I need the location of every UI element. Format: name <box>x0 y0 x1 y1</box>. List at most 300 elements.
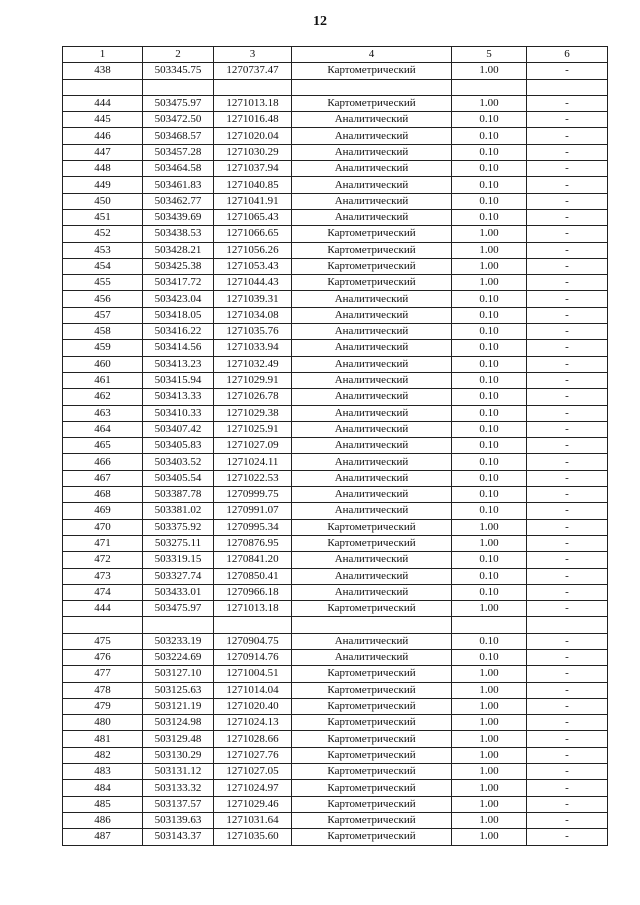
table-cell: - <box>527 829 608 845</box>
table-cell: 503131.12 <box>143 764 214 780</box>
table-cell: 476 <box>63 649 143 665</box>
table-cell: Аналитический <box>292 405 452 421</box>
table-cell: 448 <box>63 161 143 177</box>
table-cell: 503438.53 <box>143 226 214 242</box>
table-cell: - <box>527 242 608 258</box>
table-cell: 503462.77 <box>143 193 214 209</box>
table-cell: 503233.19 <box>143 633 214 649</box>
table-cell: 0.10 <box>452 421 527 437</box>
table-cell: 1271041.91 <box>214 193 292 209</box>
table-cell: Картометрический <box>292 242 452 258</box>
table-cell: Картометрический <box>292 682 452 698</box>
table-cell: 503129.48 <box>143 731 214 747</box>
table-cell: 468 <box>63 487 143 503</box>
table-cell: 482 <box>63 747 143 763</box>
table-cell: Аналитический <box>292 421 452 437</box>
table-cell: 0.10 <box>452 340 527 356</box>
table-cell: 1270850.41 <box>214 568 292 584</box>
column-header: 1 <box>63 47 143 63</box>
table-cell: 1271013.18 <box>214 601 292 617</box>
table-cell: Аналитический <box>292 340 452 356</box>
table-cell: - <box>527 780 608 796</box>
table-cell: 1271035.60 <box>214 829 292 845</box>
table-cell: Картометрический <box>292 715 452 731</box>
table-cell: 477 <box>63 666 143 682</box>
table-cell: Аналитический <box>292 372 452 388</box>
table-cell: - <box>527 356 608 372</box>
table-cell: 1.00 <box>452 226 527 242</box>
table-cell: 0.10 <box>452 307 527 323</box>
table-cell: 0.10 <box>452 503 527 519</box>
table-row <box>63 372 608 388</box>
table-cell: - <box>527 372 608 388</box>
table-header-row <box>63 47 608 63</box>
table-cell: Аналитический <box>292 568 452 584</box>
table-cell: 0.10 <box>452 487 527 503</box>
table-cell: Аналитический <box>292 128 452 144</box>
table-cell: - <box>527 95 608 111</box>
table-cell: 1271032.49 <box>214 356 292 372</box>
table-cell: 503410.33 <box>143 405 214 421</box>
table-cell: Картометрический <box>292 519 452 535</box>
table-cell: Аналитический <box>292 324 452 340</box>
table-row <box>63 389 608 405</box>
table-cell <box>452 617 527 633</box>
table-row <box>63 829 608 845</box>
table-cell: 1.00 <box>452 666 527 682</box>
table-cell: 473 <box>63 568 143 584</box>
table-cell: 1271053.43 <box>214 258 292 274</box>
table-cell: - <box>527 307 608 323</box>
table-cell: 1271065.43 <box>214 209 292 225</box>
table-cell: - <box>527 503 608 519</box>
table-cell: 483 <box>63 764 143 780</box>
table-cell: - <box>527 421 608 437</box>
column-header: 2 <box>143 47 214 63</box>
table-row <box>63 307 608 323</box>
table-cell: 481 <box>63 731 143 747</box>
table-cell: 1271013.18 <box>214 95 292 111</box>
table-cell: Аналитический <box>292 356 452 372</box>
table-cell: 503139.63 <box>143 812 214 828</box>
table-cell: 503381.02 <box>143 503 214 519</box>
table-row <box>63 535 608 551</box>
table-cell: - <box>527 275 608 291</box>
table-row <box>63 405 608 421</box>
table-cell: 1270991.07 <box>214 503 292 519</box>
table-cell: Картометрический <box>292 812 452 828</box>
table-cell: 1.00 <box>452 601 527 617</box>
table-cell <box>452 79 527 95</box>
table-cell: 1271029.46 <box>214 796 292 812</box>
table-cell: 1270966.18 <box>214 584 292 600</box>
table-cell: Аналитический <box>292 438 452 454</box>
table-cell: 0.10 <box>452 324 527 340</box>
table-row <box>63 291 608 307</box>
table-cell: - <box>527 764 608 780</box>
table-cell: 1271020.40 <box>214 698 292 714</box>
table-row <box>63 812 608 828</box>
table-cell: - <box>527 552 608 568</box>
table-row <box>63 698 608 714</box>
table-cell: 503423.04 <box>143 291 214 307</box>
table-cell: Аналитический <box>292 649 452 665</box>
table-cell: 503468.57 <box>143 128 214 144</box>
table-cell: 0.10 <box>452 112 527 128</box>
table-cell: 1271044.43 <box>214 275 292 291</box>
table-cell: 1270995.34 <box>214 519 292 535</box>
table-cell: 486 <box>63 812 143 828</box>
table-cell: Аналитический <box>292 633 452 649</box>
table-cell: 503439.69 <box>143 209 214 225</box>
table-row <box>63 112 608 128</box>
table-cell: 0.10 <box>452 177 527 193</box>
table-cell: 444 <box>63 95 143 111</box>
table-cell: - <box>527 144 608 160</box>
table-cell: 503405.54 <box>143 470 214 486</box>
table-cell: 1.00 <box>452 715 527 731</box>
table-cell: Аналитический <box>292 503 452 519</box>
table-cell: 1271029.91 <box>214 372 292 388</box>
table-row <box>63 242 608 258</box>
table-cell: 503413.33 <box>143 389 214 405</box>
table-cell: Аналитический <box>292 161 452 177</box>
table-row <box>63 731 608 747</box>
table-cell: 1.00 <box>452 275 527 291</box>
table-cell: 445 <box>63 112 143 128</box>
table-cell: - <box>527 226 608 242</box>
table-cell: 0.10 <box>452 438 527 454</box>
table-cell: 451 <box>63 209 143 225</box>
table-cell: Аналитический <box>292 209 452 225</box>
table-cell: - <box>527 454 608 470</box>
table-row <box>63 666 608 682</box>
table-row <box>63 617 608 633</box>
table-cell: - <box>527 291 608 307</box>
table-cell: 0.10 <box>452 389 527 405</box>
table-cell: 0.10 <box>452 584 527 600</box>
table-cell: 0.10 <box>452 372 527 388</box>
table-row <box>63 79 608 95</box>
table-cell: 1.00 <box>452 764 527 780</box>
table-cell: - <box>527 633 608 649</box>
table-cell <box>527 617 608 633</box>
table-row <box>63 421 608 437</box>
table-row <box>63 144 608 160</box>
table-cell: - <box>527 796 608 812</box>
column-header: 6 <box>527 47 608 63</box>
table-row <box>63 503 608 519</box>
table-cell: 449 <box>63 177 143 193</box>
table-cell: 0.10 <box>452 128 527 144</box>
table-cell: 452 <box>63 226 143 242</box>
table-cell: Аналитический <box>292 177 452 193</box>
table-cell <box>143 79 214 95</box>
table-cell: 503475.97 <box>143 95 214 111</box>
table-cell: Картометрический <box>292 747 452 763</box>
table-cell: 1.00 <box>452 258 527 274</box>
table-cell: 470 <box>63 519 143 535</box>
table-cell: 1271033.94 <box>214 340 292 356</box>
table-row <box>63 324 608 340</box>
column-header: 3 <box>214 47 292 63</box>
table-cell: 1270914.76 <box>214 649 292 665</box>
table-cell: 1.00 <box>452 796 527 812</box>
table-cell: Аналитический <box>292 552 452 568</box>
table-cell: 479 <box>63 698 143 714</box>
table-cell: - <box>527 519 608 535</box>
table-cell: Аналитический <box>292 584 452 600</box>
table-cell: 1271034.08 <box>214 307 292 323</box>
table-cell: 1271027.09 <box>214 438 292 454</box>
table-cell: - <box>527 161 608 177</box>
table-cell: Аналитический <box>292 389 452 405</box>
table-cell: 1270999.75 <box>214 487 292 503</box>
table-cell: 1.00 <box>452 519 527 535</box>
table-cell: 1271024.11 <box>214 454 292 470</box>
table-cell: - <box>527 340 608 356</box>
table-cell: 460 <box>63 356 143 372</box>
table-cell: 1271039.31 <box>214 291 292 307</box>
table-cell: Аналитический <box>292 307 452 323</box>
table-cell: 503133.32 <box>143 780 214 796</box>
table-cell: 1.00 <box>452 780 527 796</box>
table-cell: 1271027.05 <box>214 764 292 780</box>
table-cell: 474 <box>63 584 143 600</box>
table-cell: 503345.75 <box>143 63 214 79</box>
table-cell: 503143.37 <box>143 829 214 845</box>
table-cell: - <box>527 666 608 682</box>
table-cell: - <box>527 568 608 584</box>
table-cell: Картометрический <box>292 666 452 682</box>
table-cell: Аналитический <box>292 291 452 307</box>
table-cell: Аналитический <box>292 144 452 160</box>
page-number: 12 <box>313 14 327 29</box>
table-cell: - <box>527 389 608 405</box>
table-row <box>63 63 608 79</box>
table-cell: 503224.69 <box>143 649 214 665</box>
table-cell: 1.00 <box>452 698 527 714</box>
table-cell: 0.10 <box>452 161 527 177</box>
table-cell: 466 <box>63 454 143 470</box>
table-cell: 1271028.66 <box>214 731 292 747</box>
table-cell <box>292 79 452 95</box>
table-cell: 503124.98 <box>143 715 214 731</box>
table-cell: 0.10 <box>452 356 527 372</box>
table-cell: Картометрический <box>292 698 452 714</box>
table-cell: 1271016.48 <box>214 112 292 128</box>
table-row <box>63 780 608 796</box>
table-cell: 457 <box>63 307 143 323</box>
table-cell: 450 <box>63 193 143 209</box>
table-cell: 1.00 <box>452 731 527 747</box>
table-row <box>63 649 608 665</box>
table-cell: 471 <box>63 535 143 551</box>
table-cell: 1271024.97 <box>214 780 292 796</box>
table-cell: 1271027.76 <box>214 747 292 763</box>
table-row <box>63 568 608 584</box>
table-cell <box>214 79 292 95</box>
table-cell: - <box>527 487 608 503</box>
table-cell: 1.00 <box>452 812 527 828</box>
table-cell: 503414.56 <box>143 340 214 356</box>
table-cell: - <box>527 63 608 79</box>
table-cell: 0.10 <box>452 454 527 470</box>
table-cell: 1270876.95 <box>214 535 292 551</box>
table-cell: 465 <box>63 438 143 454</box>
table-cell: 503472.50 <box>143 112 214 128</box>
table-cell: 503416.22 <box>143 324 214 340</box>
table-cell: 503403.52 <box>143 454 214 470</box>
table-cell: 0.10 <box>452 633 527 649</box>
table-cell: Картометрический <box>292 63 452 79</box>
table-cell: Картометрический <box>292 780 452 796</box>
table-row <box>63 209 608 225</box>
table-row <box>63 584 608 600</box>
table-cell: - <box>527 584 608 600</box>
table-cell: - <box>527 731 608 747</box>
table-cell: 0.10 <box>452 144 527 160</box>
table-cell: Картометрический <box>292 258 452 274</box>
table-cell: 469 <box>63 503 143 519</box>
table-cell: 1271022.53 <box>214 470 292 486</box>
table-cell: 503461.83 <box>143 177 214 193</box>
table-cell: - <box>527 438 608 454</box>
table-cell: 503425.38 <box>143 258 214 274</box>
table-cell: Аналитический <box>292 487 452 503</box>
table-cell: - <box>527 601 608 617</box>
table-cell: 1.00 <box>452 535 527 551</box>
table-cell: 487 <box>63 829 143 845</box>
table-cell: 0.10 <box>452 193 527 209</box>
table-cell: 454 <box>63 258 143 274</box>
table-cell: 453 <box>63 242 143 258</box>
table-cell: 467 <box>63 470 143 486</box>
table-cell: Картометрический <box>292 95 452 111</box>
table-cell: 503121.19 <box>143 698 214 714</box>
table-cell: 1.00 <box>452 747 527 763</box>
table-cell: 1271024.13 <box>214 715 292 731</box>
table-cell: 464 <box>63 421 143 437</box>
table-cell: - <box>527 112 608 128</box>
column-header: 5 <box>452 47 527 63</box>
table-cell: 1270904.75 <box>214 633 292 649</box>
table-row <box>63 715 608 731</box>
table-row <box>63 161 608 177</box>
table-cell: - <box>527 715 608 731</box>
table-cell: 1.00 <box>452 242 527 258</box>
table-cell: 478 <box>63 682 143 698</box>
table-row <box>63 601 608 617</box>
table-body <box>63 63 608 845</box>
table-row <box>63 340 608 356</box>
table-row <box>63 356 608 372</box>
table-cell: 456 <box>63 291 143 307</box>
table-cell <box>527 79 608 95</box>
table-cell: 1270737.47 <box>214 63 292 79</box>
table-cell: - <box>527 209 608 225</box>
table-cell: 447 <box>63 144 143 160</box>
table-row <box>63 193 608 209</box>
table-row <box>63 487 608 503</box>
table-cell: 484 <box>63 780 143 796</box>
table-row <box>63 258 608 274</box>
table-cell: 1271029.38 <box>214 405 292 421</box>
table-cell: 1271056.26 <box>214 242 292 258</box>
table-cell: 1271025.91 <box>214 421 292 437</box>
table-row <box>63 747 608 763</box>
table-cell: 503433.01 <box>143 584 214 600</box>
table-cell: 503319.15 <box>143 552 214 568</box>
table-row <box>63 764 608 780</box>
table-cell <box>63 79 143 95</box>
table-cell: 455 <box>63 275 143 291</box>
table-cell: 1271066.65 <box>214 226 292 242</box>
table-cell: Картометрический <box>292 601 452 617</box>
table-cell: 0.10 <box>452 291 527 307</box>
table-cell <box>214 617 292 633</box>
table-cell: 0.10 <box>452 568 527 584</box>
table-cell: Картометрический <box>292 731 452 747</box>
table-cell: 503417.72 <box>143 275 214 291</box>
table-cell: 1.00 <box>452 829 527 845</box>
table-cell: 503125.63 <box>143 682 214 698</box>
table-cell: 1271026.78 <box>214 389 292 405</box>
table-cell: 503418.05 <box>143 307 214 323</box>
table-cell: 475 <box>63 633 143 649</box>
table-cell: 438 <box>63 63 143 79</box>
table-cell: 503327.74 <box>143 568 214 584</box>
table-cell: - <box>527 649 608 665</box>
table-cell: Аналитический <box>292 112 452 128</box>
table-cell: 503464.58 <box>143 161 214 177</box>
table-cell: Картометрический <box>292 764 452 780</box>
table-cell: 1.00 <box>452 682 527 698</box>
table-cell: 1271037.94 <box>214 161 292 177</box>
table-cell: 503475.97 <box>143 601 214 617</box>
table-cell: 503413.23 <box>143 356 214 372</box>
table-cell: 503405.83 <box>143 438 214 454</box>
table-cell: Аналитический <box>292 470 452 486</box>
table-cell: - <box>527 682 608 698</box>
table-cell: Картометрический <box>292 535 452 551</box>
table-cell: 444 <box>63 601 143 617</box>
table-row <box>63 128 608 144</box>
table-cell: 0.10 <box>452 470 527 486</box>
table-cell: 0.10 <box>452 552 527 568</box>
table-cell: Картометрический <box>292 275 452 291</box>
table-row <box>63 633 608 649</box>
table-cell: 1270841.20 <box>214 552 292 568</box>
table-row <box>63 454 608 470</box>
table-cell <box>63 617 143 633</box>
table-cell: 446 <box>63 128 143 144</box>
table-cell: 1271031.64 <box>214 812 292 828</box>
table-row <box>63 275 608 291</box>
table-cell: Аналитический <box>292 193 452 209</box>
table-cell: 0.10 <box>452 649 527 665</box>
table-cell: 503127.10 <box>143 666 214 682</box>
table-cell: 503275.11 <box>143 535 214 551</box>
table-cell: 503137.57 <box>143 796 214 812</box>
table-cell: 503428.21 <box>143 242 214 258</box>
table-cell: Картометрический <box>292 796 452 812</box>
table-cell: - <box>527 193 608 209</box>
table-cell: 503387.78 <box>143 487 214 503</box>
table-row <box>63 796 608 812</box>
table-cell: - <box>527 405 608 421</box>
column-header: 4 <box>292 47 452 63</box>
